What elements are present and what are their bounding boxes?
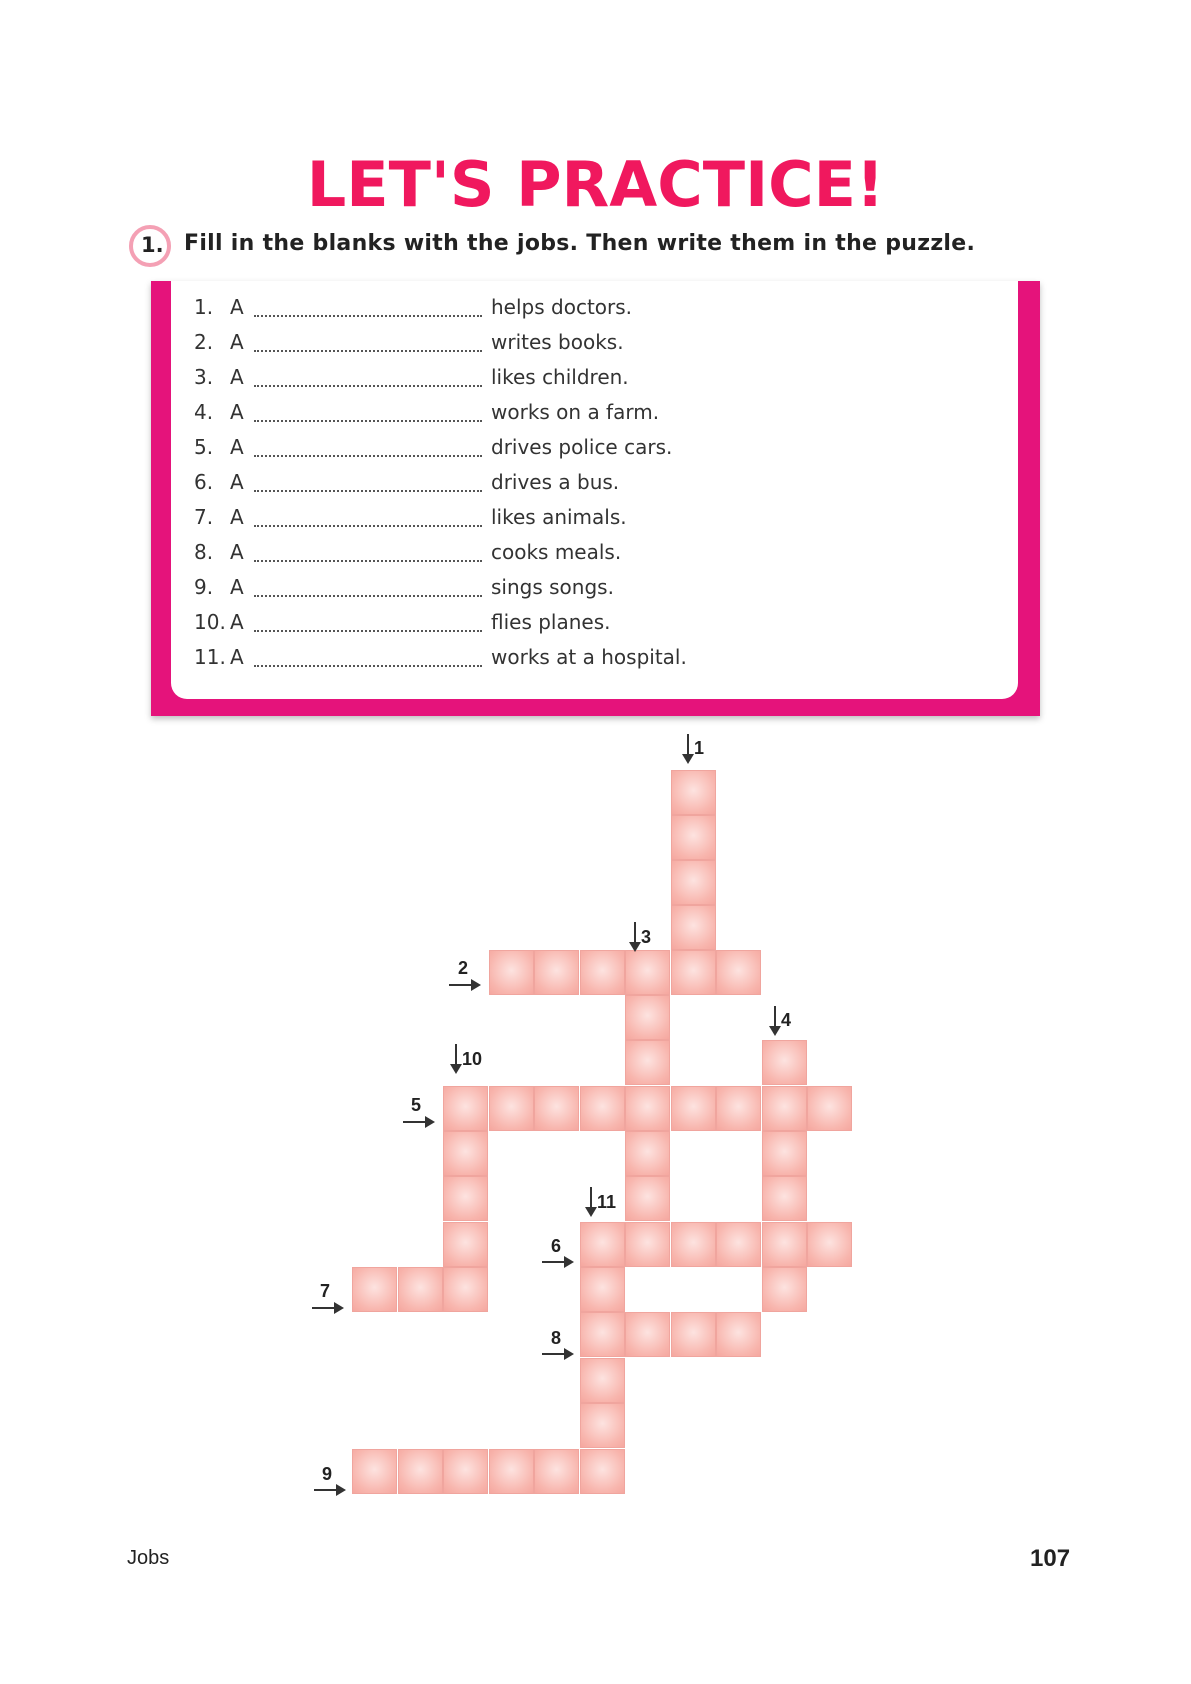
- puzzle-cell[interactable]: [443, 1131, 488, 1176]
- sentence-article: A: [230, 295, 244, 319]
- puzzle-cell[interactable]: [716, 1222, 761, 1267]
- clue-marker-8: 8: [551, 1328, 562, 1348]
- sentence-article: A: [230, 610, 244, 634]
- puzzle-cell[interactable]: [398, 1267, 443, 1312]
- arrow-down-icon: [455, 1044, 457, 1072]
- puzzle-cell[interactable]: [443, 1176, 488, 1221]
- sentence-clue: cooks meals.: [491, 540, 622, 564]
- arrow-right-icon: [314, 1489, 344, 1491]
- sentence-clue: writes books.: [491, 330, 624, 354]
- puzzle-cell[interactable]: [580, 950, 625, 995]
- sentence-clue: sings songs.: [491, 575, 614, 599]
- sentence-number: 11.: [194, 645, 226, 669]
- puzzle-cell[interactable]: [534, 1449, 579, 1494]
- puzzle-cell[interactable]: [443, 1222, 488, 1267]
- sentence-number: 5.: [194, 435, 214, 459]
- puzzle-cell[interactable]: [716, 1086, 761, 1131]
- sentence-article: A: [230, 330, 244, 354]
- sentence-number: 4.: [194, 400, 214, 424]
- sentence-number: 3.: [194, 365, 214, 389]
- puzzle-cell[interactable]: [671, 950, 716, 995]
- puzzle-cell[interactable]: [762, 1222, 807, 1267]
- puzzle-cell[interactable]: [671, 770, 716, 815]
- clue-marker-1: 1: [694, 738, 705, 758]
- puzzle-cell[interactable]: [352, 1267, 397, 1312]
- sentence-article: A: [230, 575, 244, 599]
- sentence-article: A: [230, 645, 244, 669]
- arrow-down-icon: [634, 922, 636, 950]
- puzzle-cell[interactable]: [762, 1086, 807, 1131]
- clue-marker-2: 2: [458, 958, 469, 978]
- puzzle-cell[interactable]: [443, 1086, 488, 1131]
- sentence-number: 7.: [194, 505, 214, 529]
- clue-marker-10: 10: [462, 1049, 483, 1069]
- puzzle-cell[interactable]: [443, 1267, 488, 1312]
- puzzle-cell[interactable]: [671, 860, 716, 905]
- sentence-number: 6.: [194, 470, 214, 494]
- puzzle-cell[interactable]: [625, 995, 670, 1040]
- sentence-clue: flies planes.: [491, 610, 611, 634]
- arrow-down-icon: [687, 734, 689, 762]
- puzzle-cell[interactable]: [762, 1040, 807, 1085]
- puzzle-cell[interactable]: [671, 1312, 716, 1357]
- puzzle-cell[interactable]: [580, 1267, 625, 1312]
- clue-marker-3: 3: [641, 927, 652, 947]
- page-title: LET'S PRACTICE!: [306, 148, 885, 221]
- sentence-clue: drives police cars.: [491, 435, 673, 459]
- clue-marker-4: 4: [781, 1010, 792, 1030]
- sentence-article: A: [230, 400, 244, 424]
- puzzle-cell[interactable]: [534, 950, 579, 995]
- sentence-clue: helps doctors.: [491, 295, 633, 319]
- arrow-right-icon: [542, 1353, 572, 1355]
- sentence-article: A: [230, 505, 244, 529]
- sentence-clue: likes children.: [491, 365, 629, 389]
- sentence-clue: works on a farm.: [491, 400, 660, 424]
- puzzle-cell[interactable]: [625, 1086, 670, 1131]
- puzzle-cell[interactable]: [671, 1086, 716, 1131]
- puzzle-cell[interactable]: [580, 1449, 625, 1494]
- puzzle-cell[interactable]: [580, 1403, 625, 1448]
- sentence-clue: likes animals.: [491, 505, 627, 529]
- puzzle-cell[interactable]: [625, 1176, 670, 1221]
- arrow-down-icon: [774, 1006, 776, 1034]
- puzzle-cell[interactable]: [534, 1086, 579, 1131]
- arrow-right-icon: [449, 984, 479, 986]
- puzzle-cell[interactable]: [807, 1086, 852, 1131]
- clue-marker-11: 11: [597, 1192, 617, 1212]
- sentence-number: 2.: [194, 330, 214, 354]
- puzzle-cell[interactable]: [580, 1086, 625, 1131]
- puzzle-cell[interactable]: [489, 1449, 534, 1494]
- arrow-right-icon: [403, 1121, 433, 1123]
- clue-marker-6: 6: [551, 1236, 562, 1256]
- puzzle-cell[interactable]: [489, 1086, 534, 1131]
- puzzle-cell[interactable]: [762, 1131, 807, 1176]
- clue-marker-5: 5: [411, 1095, 422, 1115]
- puzzle-cell[interactable]: [580, 1312, 625, 1357]
- puzzle-cell[interactable]: [716, 950, 761, 995]
- puzzle-cell[interactable]: [625, 1222, 670, 1267]
- puzzle-cell[interactable]: [625, 1040, 670, 1085]
- puzzle-cell[interactable]: [625, 950, 670, 995]
- sentence-article: A: [230, 365, 244, 389]
- puzzle-cell[interactable]: [489, 950, 534, 995]
- sentence-number: 9.: [194, 575, 214, 599]
- sentence-article: A: [230, 540, 244, 564]
- sentence-number: 8.: [194, 540, 214, 564]
- puzzle-cell[interactable]: [671, 905, 716, 950]
- puzzle-cell[interactable]: [762, 1176, 807, 1221]
- arrow-right-icon: [312, 1307, 342, 1309]
- exercise-instruction: Fill in the blanks with the jobs. Then write them in the puzzle.: [184, 231, 976, 256]
- sentence-clue: drives a bus.: [491, 470, 620, 494]
- puzzle-cell[interactable]: [443, 1449, 488, 1494]
- puzzle-cell[interactable]: [352, 1449, 397, 1494]
- puzzle-cell[interactable]: [671, 815, 716, 860]
- arrow-right-icon: [542, 1261, 572, 1263]
- arrow-down-icon: [590, 1187, 592, 1215]
- puzzle-cell[interactable]: [625, 1312, 670, 1357]
- puzzle-cell[interactable]: [807, 1222, 852, 1267]
- puzzle-cell[interactable]: [671, 1222, 716, 1267]
- footer-unit-title: Jobs: [127, 1547, 170, 1569]
- sentence-article: A: [230, 435, 244, 459]
- sentence-number: 1.: [194, 295, 214, 319]
- puzzle-cell[interactable]: [580, 1222, 625, 1267]
- puzzle-cell[interactable]: [625, 1131, 670, 1176]
- puzzle-cell[interactable]: [762, 1267, 807, 1312]
- sentence-article: A: [230, 470, 244, 494]
- puzzle-cell[interactable]: [398, 1449, 443, 1494]
- puzzle-cell[interactable]: [716, 1312, 761, 1357]
- exercise-number: 1.: [141, 233, 164, 257]
- page-number: 107: [1030, 1545, 1071, 1572]
- clue-marker-7: 7: [320, 1281, 331, 1301]
- sentence-clue: works at a hospital.: [491, 645, 687, 669]
- puzzle-cell[interactable]: [580, 1358, 625, 1403]
- clue-marker-9: 9: [322, 1464, 333, 1484]
- sentence-number: 10.: [194, 610, 226, 634]
